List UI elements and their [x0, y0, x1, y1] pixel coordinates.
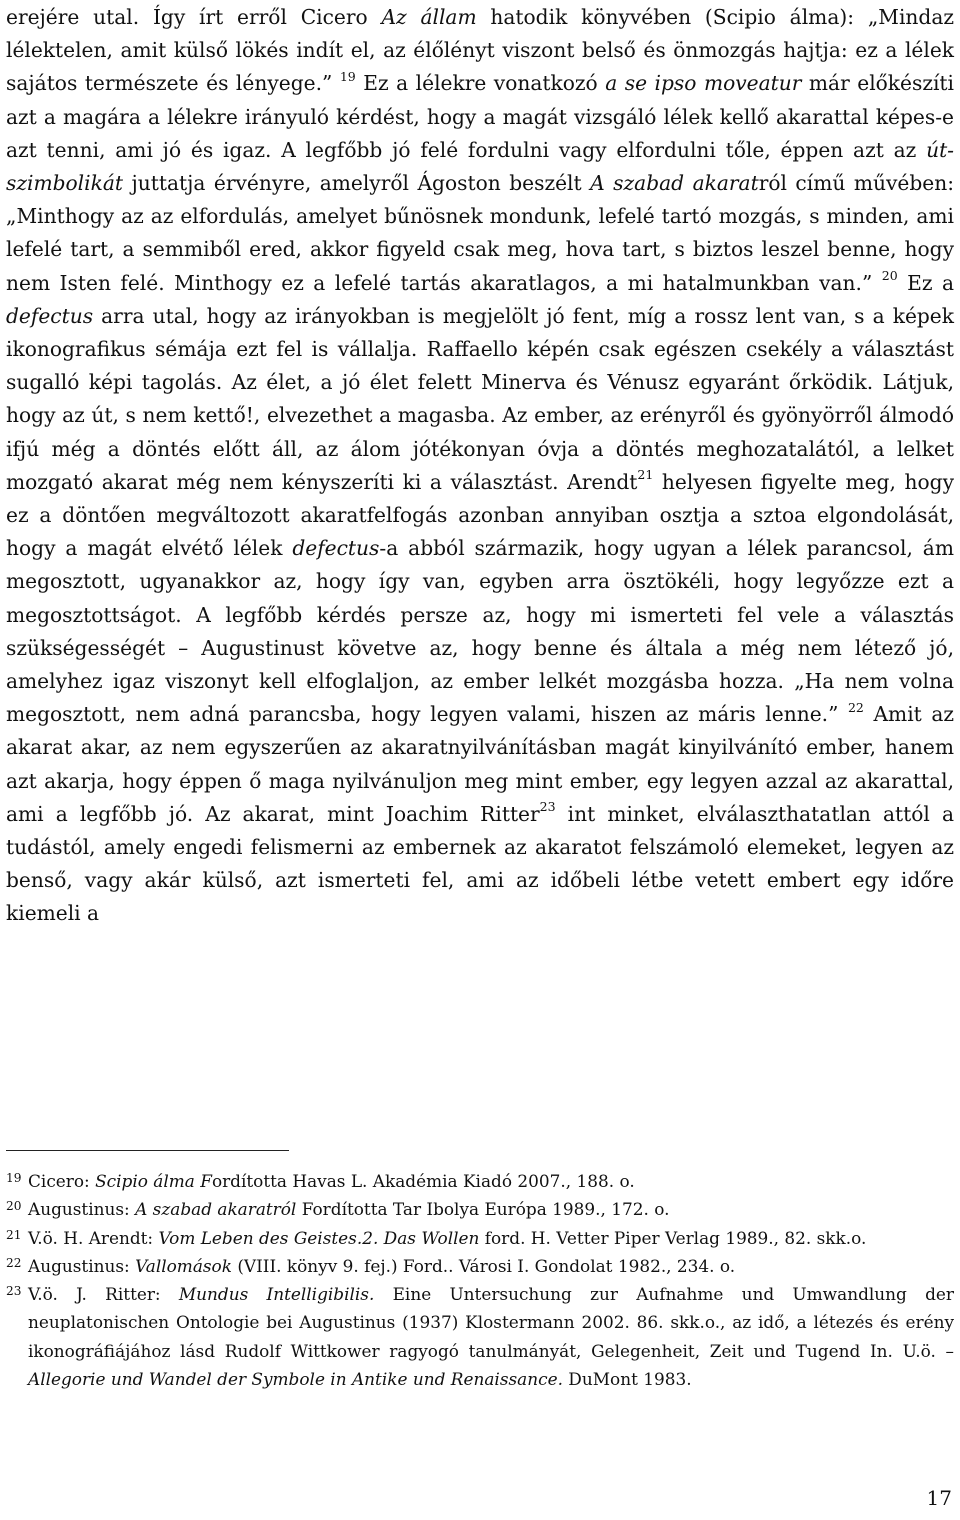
footnote-number: 22: [6, 1255, 22, 1270]
footnote-text: V.ö. J. Ritter:: [28, 1284, 179, 1305]
text-segment: arra utal, hogy az irányokban is megjelölt jó fent, míg a rossz lent van, s a képek ikonografikus sémája ezt fel is vállalja. Raffaello képén csak egészen csekély a választást sugalló képi tagolás. Az élet, a jó élet felett Minerva és Vénusz egyaránt őrködik. Látjuk, hogy az út, s nem kettő!, elvezethet a magasba. Az ember, az erényről és gyönyörről álmodó ifjú még a döntés előtt áll, az álom jótékonyan óvja a döntés meghozatalától, a lelket mozgató akarat még nem kényszeríti ki a választást. Arendt: [6, 303, 954, 494]
italic-text-segment: út-szimbolikát: [6, 137, 954, 196]
footnote-text: ordította Havas L. Akadémia Kiadó 2007., 188. o.: [211, 1171, 635, 1191]
text-segment: erejére utal. Így írt erről Cicero: [6, 5, 382, 29]
italic-text-segment: A szabad akarat: [590, 171, 759, 196]
footnote-text: V.ö. H. Arendt:: [28, 1227, 159, 1248]
paragraph-text: [6, 1, 954, 931]
text-segment: ról című művében: „Minthogy az az elfordulás, amelyet bűnösnek mondunk, lefelé tartó mozgás, s minden, ami lefelé tart, a semmiből ered, akkor figyeld csak meg, hova tart, s biztos leszel benne, hogy nem Isten felé. Minthogy ez a lefelé tartás akaratlagos, a mi hatalmunkban van.”: [6, 171, 954, 295]
text-segment: juttatja érvényre, amelyről Ágoston beszélt: [122, 171, 591, 196]
footnote-20: [6, 1195, 954, 1223]
footnote-text: DuMont 1983.: [562, 1369, 692, 1390]
footnote-text: Fordította Tar Ibolya Európa 1989., 172. o.: [296, 1199, 670, 1220]
footnote-text: Cicero:: [28, 1171, 96, 1191]
footnote-reference: 23: [539, 799, 556, 815]
footnote-22: [6, 1252, 954, 1280]
text-segment: már előkészíti azt a magára a lélekre irányuló kérdést, hogy a magát vizsgáló lélek kellő akarattal képes-e azt tenni, ami jó és igaz. A legfőbb jó felé fordulni vagy elfordulni tőle, éppen azt az: [6, 71, 955, 162]
footnote-italic-text: Vom Leben des Geistes.2. Das Wollen: [158, 1227, 480, 1248]
body-paragraph: [6, 1, 954, 931]
italic-text-segment: defectus: [6, 303, 94, 328]
footnote-separator: [6, 1150, 289, 1151]
footnote-reference: 22: [847, 699, 864, 715]
italic-text-segment: defectus: [292, 536, 380, 561]
footnote-number: 21: [6, 1227, 22, 1242]
text-segment: helyesen figyelte meg, hogy ez a döntően megváltozott akaratfelfogás azonban annyiban osztja a sztoa elgondolását, hogy a magát elvétő lélek: [6, 469, 954, 561]
text-segment: hatodik könyvében (Scipio álma): „Mindaz lélektelen, amit külső lökés indít el, az élőlényt viszont belső és önmozgás hajtja: ez a lélek sajátos természete és lényege.”: [6, 5, 955, 96]
text-segment: -a abból származik, hogy ugyan a lélek parancsol, ám megosztott, ugyanakkor az, hogy így van, egyben arra ösztökéli, hogy legyőzze ezt a megosztottságot. A legfőbb kérdés persze az, hogy mi ismerteti fel vele a választás szükségességét – Augustinust követve az, hogy benne és általa a még nem létező jó, amelyhez igaz viszonyt kell elfoglaljon, az ember lelkét mozgásba hozza. „Ha nem volna megosztott, nem adná parancsba, hogy legyen valami, hiszen az máris lenne.”: [6, 536, 954, 727]
footnote-reference: 19: [339, 68, 356, 84]
italic-text-segment: Az állam: [381, 5, 477, 29]
text-segment: Ez a lélekre vonatkozó: [355, 71, 606, 96]
text-segment: Amit az akarat akar, az nem egyszerűen az akaratnyilvánításban magát kinyilvánító ember, hanem azt akarja, hogy éppen ő maga nyilvánuljon meg mint ember, egy legyen azzal az akarattal, ami a legfőbb jó. Az akarat, mint Joachim Ritter: [6, 702, 954, 826]
footnote-italic-text: Scipio álma F: [95, 1171, 212, 1191]
footnote-italic-text: Allegorie und Wandel der Symbole in Antike und Renaissance.: [28, 1369, 563, 1390]
footnotes-section: [6, 1167, 954, 1393]
footnote-reference: 21: [637, 467, 654, 483]
text-segment: int minket, elválaszthatatlan attól a tudástól, amely engedi felismerni az embernek az akaratot felszámoló elemeket, legyen az benső, vagy akár külső, azt ismerteti fel, ami az időbeli létbe vetett embert egy időre kiemeli a: [6, 801, 954, 926]
footnote-text: Augustinus:: [28, 1199, 136, 1220]
page-number: 17: [926, 1486, 952, 1510]
footnote-italic-text: Mundus Intelligibilis.: [178, 1284, 375, 1305]
text-segment: Ez a: [897, 270, 955, 295]
footnote-number: 19: [6, 1171, 22, 1185]
footnote-reference: 20: [881, 268, 898, 284]
footnote-italic-text: A szabad akaratról: [135, 1199, 297, 1220]
footnote-text: (VIII. könyv 9. fej.) Ford.. Városi I. Gondolat 1982., 234. o.: [231, 1255, 736, 1276]
footnote-number: 23: [6, 1284, 22, 1299]
footnote-number: 20: [6, 1199, 22, 1214]
footnote-21: [6, 1224, 954, 1252]
footnote-text: Eine Untersuchung zur Aufnahme und Umwandlung der neuplatonischen Ontologie bei Augustinus (1937) Klostermann 2002. 86. skk.o., az idő, a létezés és erény ikonográfiájához lásd Rudolf Wittkower ragyogó tanulmányát, Gelegenheit, Zeit und Tugend In. U.ö. –: [28, 1284, 954, 1361]
footnote-italic-text: Vallomások: [135, 1255, 232, 1276]
footnote-text: Augustinus:: [28, 1255, 136, 1276]
footnote-19: [6, 1167, 954, 1195]
italic-text-segment: a se ipso moveatur: [605, 71, 802, 96]
footnote-text: ford. H. Vetter Piper Verlag 1989., 82. skk.o.: [479, 1227, 867, 1248]
footnote-23: [6, 1280, 954, 1393]
